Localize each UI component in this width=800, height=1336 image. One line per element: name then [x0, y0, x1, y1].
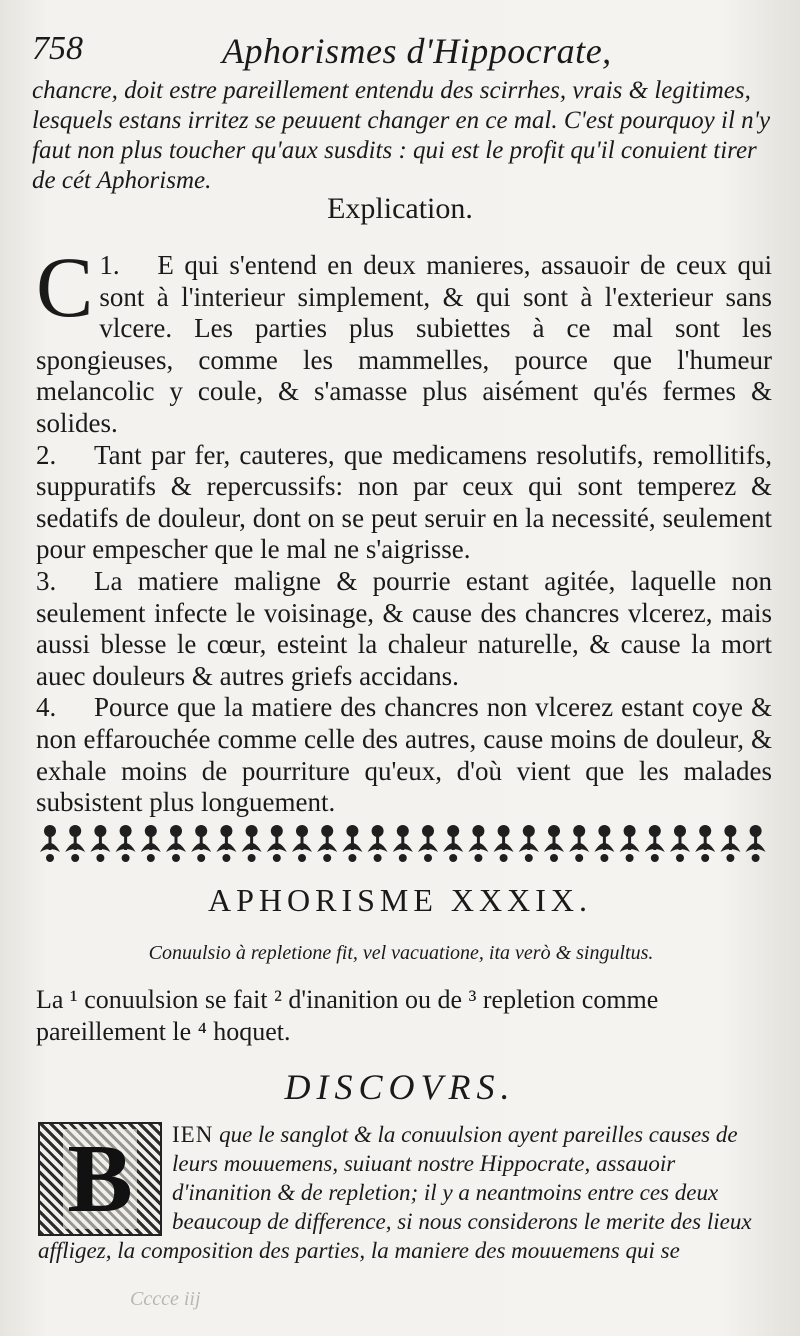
item-text: Pource que la matiere des chancres non vlcerez estant coye & non effarouchée comme celle des autres, cause moins de douleur, & exhale moins de pourriture qu'eux, d'où vient que les malades subsistent plus longuement. — [36, 692, 772, 818]
fleuron-icon — [468, 825, 488, 862]
item-text: Tant par fer, cauteres, que medicamens resolutifs, remollitifs, suppuratifs & repercussifs: non par ceux qui sont temperez & sedatifs de douleur, dont on se peut seruir en la necessité, seulement pour empescher que le mal ne s'aigrisse. — [36, 439, 772, 565]
discours-text: que le sanglot & la conuulsion ayent pareilles causes de leurs mouuemens, suiuant nostre Hippocrate, assauoir d'inanition & de repletion; il y a neantmoins entre ces deux beaucoup de difference, si nous considerons le merite des lieux affligez, la composition des parties, la maniere des mouuemens qui se — [38, 1122, 752, 1263]
running-title: Aphorismes d'Hippocrate, — [222, 31, 612, 71]
fleuron-icon — [720, 825, 740, 862]
fleuron-icon — [418, 825, 438, 862]
fleuron-icon — [594, 825, 614, 862]
printers-ornament-band — [38, 820, 768, 866]
item-number: 3. — [36, 565, 57, 596]
fleuron-icon — [569, 825, 589, 862]
explication-item — [36, 440, 772, 566]
fleuron-icon — [746, 825, 766, 862]
fleuron-icon — [620, 825, 640, 862]
fleuron-icon — [292, 825, 312, 862]
item-number: 4. — [36, 692, 57, 723]
discours-title: DISCOVRS. — [284, 1067, 516, 1107]
fleuron-icon — [342, 825, 362, 862]
drop-cap-letter: C — [36, 239, 94, 335]
initial-letter: B — [63, 1129, 136, 1229]
item-number: 2. — [36, 439, 57, 470]
decorated-initial — [38, 1122, 162, 1236]
discours-paragraph — [38, 1120, 770, 1265]
lead-in-words: IEN — [172, 1122, 214, 1147]
fleuron-icon — [317, 825, 337, 862]
fleuron-icon — [65, 825, 85, 862]
page-header — [32, 30, 760, 74]
signature-mark: Cccce iij — [130, 1288, 201, 1310]
fleuron-icon — [695, 825, 715, 862]
aphorism-heading: APHORISME XXXIX. — [207, 882, 592, 918]
fleuron-row — [40, 825, 766, 862]
fleuron-icon — [166, 825, 186, 862]
continued-paragraph: chancre, doit estre pareillement entendu des scirrhes, vrais & legitimes, lesquels estans irritez se peuuent changer en ce mal. C'est pourquoy il n'y faut non plus toucher qu'aux susdits : qui est le profit qu'il conuient tirer de cét Aphorisme. — [32, 77, 771, 194]
fleuron-icon — [216, 825, 236, 862]
fleuron-icon — [267, 825, 287, 862]
fleuron-icon — [393, 825, 413, 862]
item-number: 1. — [99, 250, 120, 280]
section-title: Explication. — [327, 192, 473, 225]
fleuron-icon — [90, 825, 110, 862]
fleuron-icon — [544, 825, 564, 862]
latin-text: Conuulsio à repletione fit, vel vacuatione, ita verò & singultus. — [148, 942, 654, 964]
fleuron-icon — [645, 825, 665, 862]
explication-item — [36, 692, 772, 818]
explication-list — [36, 239, 772, 819]
explication-item — [36, 566, 772, 692]
fleuron-icon — [443, 825, 463, 862]
fleuron-icon — [519, 825, 539, 862]
fleuron-icon — [116, 825, 136, 862]
explication-item — [36, 239, 772, 440]
fleuron-icon — [368, 825, 388, 862]
fleuron-icon — [494, 825, 514, 862]
fleuron-icon — [191, 825, 211, 862]
fleuron-icon — [670, 825, 690, 862]
page-number: 758 — [32, 30, 83, 67]
item-text: La matiere maligne & pourrie estant agitée, laquelle non seulement infecte le voisinage, & cause des chancres vlcerez, mais aussi blesse le cœur, esteint la chaleur naturelle, & cause la mort auec douleurs & autres griefs accidans. — [36, 565, 772, 691]
item-text: E qui s'entend en deux manieres, assauoir de ceux qui sont à l'interieur simplement, & qui sont à l'exterieur sans vlcere. Les parties plus subiettes à ce mal sont les spongieuses, comme les mammelles, pource que l'humeur melancolic y coule, & s'amasse plus aisément qu'és fermes & solides. — [36, 250, 772, 438]
french-translation: La ¹ conuulsion se fait ² d'inanition ou de ³ repletion comme pareillement le ⁴ hoquet. — [36, 985, 659, 1046]
fleuron-icon — [242, 825, 262, 862]
fleuron-icon — [40, 825, 60, 862]
fleuron-icon — [141, 825, 161, 862]
